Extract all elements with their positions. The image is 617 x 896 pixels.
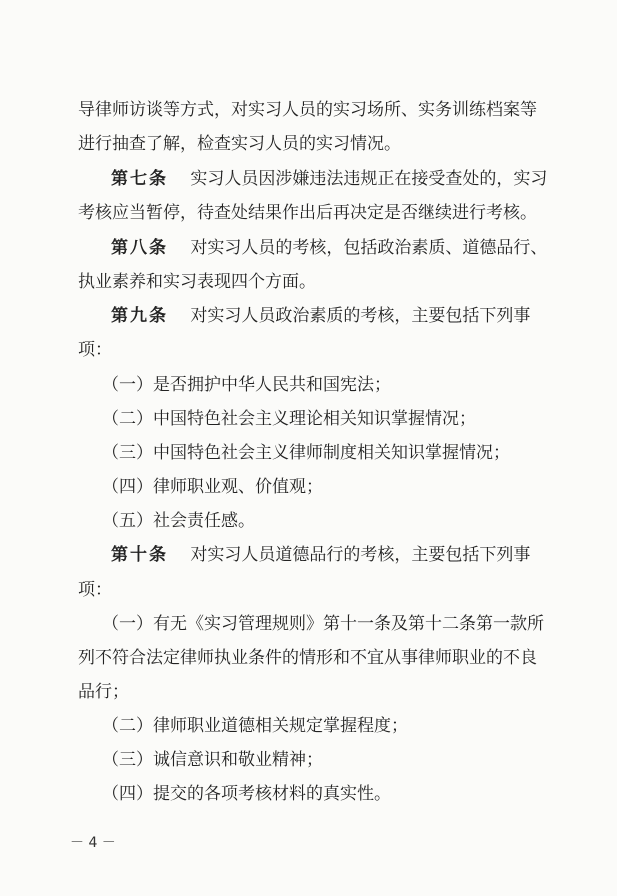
article-heading: 第十条	[111, 545, 168, 565]
article-9-line	[0, 305, 617, 327]
article-7-line	[0, 168, 617, 190]
text-line: 进行抽查了解，检查实习人员的实习情况。	[78, 134, 401, 154]
text-line: 列不符合法定律师执业条件的情形和不宜从事律师职业的不良	[78, 648, 537, 668]
article-text: 对实习人员政治素质的考核，主要包括下列事	[190, 306, 531, 326]
text-line: 项：	[78, 340, 112, 360]
article-8-line	[0, 237, 617, 259]
text-line: 导律师访谈等方式，对实习人员的实习场所、实务训练档案等	[78, 100, 537, 120]
list-item: （二）律师职业道德相关规定掌握程度；	[102, 716, 408, 736]
text-line: 执业素养和实习表现四个方面。	[78, 272, 316, 292]
text-line: 品行；	[78, 682, 129, 702]
text-line: 考核应当暂停，待查处结果作出后再决定是否继续进行考核。	[78, 203, 537, 223]
list-item: （四）提交的各项考核材料的真实性。	[102, 784, 391, 804]
list-item: （四）律师职业观、价值观；	[102, 477, 323, 497]
article-text: 对实习人员的考核，包括政治素质、道德品行、	[190, 238, 548, 258]
text-line: 项：	[78, 580, 112, 600]
page-number: － 4 －	[70, 835, 116, 851]
list-item: （五）社会责任感。	[102, 511, 255, 531]
list-item: （二）中国特色社会主义理论相关知识掌握情况；	[102, 409, 476, 429]
list-item: （三）中国特色社会主义律师制度相关知识掌握情况；	[102, 443, 510, 463]
article-10-line	[0, 544, 617, 566]
article-text: 实习人员因涉嫌违法违规正在接受查处的，实习	[190, 169, 548, 189]
article-text: 对实习人员道德品行的考核，主要包括下列事	[190, 545, 531, 565]
list-item: （一）是否拥护中华人民共和国宪法；	[102, 375, 391, 395]
list-item: （一）有无《实习管理规则》第十一条及第十二条第一款所	[102, 614, 544, 634]
article-heading: 第七条	[111, 169, 168, 189]
article-heading: 第八条	[111, 238, 168, 258]
list-item: （三）诚信意识和敬业精神；	[102, 750, 323, 770]
article-heading: 第九条	[111, 306, 168, 326]
